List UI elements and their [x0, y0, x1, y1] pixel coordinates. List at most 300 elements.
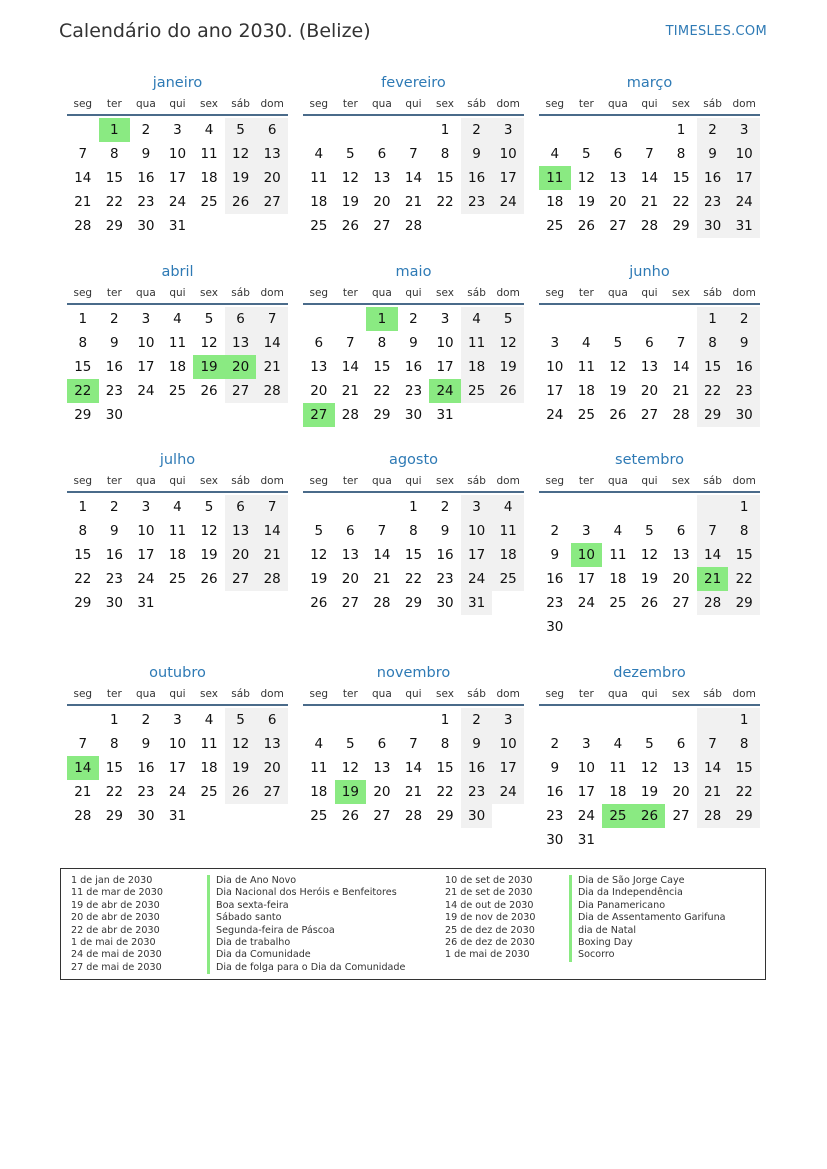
weekday-label: qua — [136, 98, 156, 110]
weekday-label: ter — [106, 475, 122, 487]
weekday-label: seg — [73, 287, 93, 299]
day-cell: 8 — [697, 331, 729, 355]
day-cell: 25 — [461, 379, 493, 403]
day-cell: 27 — [225, 567, 257, 591]
day-cell: 18 — [310, 784, 328, 800]
day-cell: 19 — [640, 784, 659, 800]
day-cell: 30 — [436, 595, 454, 611]
day-cell: 15 — [436, 170, 454, 186]
day-cell: 7 — [697, 732, 729, 756]
day-cell: 5 — [225, 118, 257, 142]
day-cell: 25 — [609, 595, 627, 611]
day-cell: 12 — [200, 335, 218, 351]
day-cell: 13 — [256, 142, 288, 166]
day-cell: 11 — [168, 335, 187, 351]
day-cell: 26 — [577, 218, 595, 234]
day-cell: 29 — [672, 218, 690, 234]
day-cell: 9 — [550, 760, 560, 776]
day-cell: 11 — [200, 146, 218, 162]
weekday-label: sáb — [231, 287, 250, 299]
day-cell: 20 — [256, 166, 288, 190]
day-cell: 25 — [492, 567, 524, 591]
day-grid — [539, 708, 760, 852]
weekday-label: qua — [372, 287, 392, 299]
day-cell: 2 — [550, 523, 560, 539]
weekday-label: sáb — [467, 688, 486, 700]
weekday-label: seg — [545, 688, 565, 700]
holiday-date: 14 de out de 2030 — [445, 899, 534, 911]
day-cell: 15 — [672, 170, 690, 186]
day-cell: 24 — [168, 194, 187, 210]
weekday-header — [67, 471, 288, 493]
day-cell: 10 — [137, 523, 155, 539]
weekday-label: seg — [73, 688, 93, 700]
day-cell: 29 — [404, 595, 423, 611]
weekday-label: sáb — [467, 475, 486, 487]
weekday-label: sex — [672, 98, 691, 110]
day-cell: 18 — [492, 543, 524, 567]
holiday-day-cell: 20 — [225, 355, 257, 379]
day-cell: 8 — [440, 146, 450, 162]
weekday-label: sex — [200, 98, 219, 110]
day-cell: 7 — [645, 146, 654, 162]
day-cell: 11 — [310, 760, 328, 776]
day-cell: 12 — [310, 547, 328, 563]
day-cell: 16 — [546, 571, 564, 587]
month-dezembro — [539, 662, 760, 852]
brand-logo[interactable]: TIMESLES.COM — [665, 24, 767, 39]
day-cell: 8 — [728, 732, 760, 756]
day-cell: 3 — [492, 118, 524, 142]
holiday-name: Dia da Comunidade — [207, 949, 405, 961]
weekday-label: qui — [641, 287, 658, 299]
empty-cell — [335, 708, 367, 732]
day-cell: 28 — [74, 808, 92, 824]
day-cell: 6 — [377, 146, 387, 162]
day-cell: 25 — [168, 383, 187, 399]
day-cell: 24 — [492, 190, 524, 214]
empty-cell — [366, 118, 398, 142]
weekday-label: seg — [545, 475, 565, 487]
weekday-label: dom — [496, 287, 520, 299]
day-cell: 26 — [609, 407, 627, 423]
day-cell: 14 — [373, 547, 391, 563]
day-grid — [539, 118, 760, 238]
weekday-label: dom — [260, 287, 284, 299]
empty-cell — [539, 118, 571, 142]
day-cell: 2 — [110, 311, 119, 327]
weekday-label: dom — [260, 688, 284, 700]
day-cell: 2 — [409, 311, 418, 327]
weekday-label: seg — [73, 475, 93, 487]
empty-cell — [571, 708, 603, 732]
day-cell: 24 — [577, 595, 595, 611]
weekday-label: dom — [496, 98, 520, 110]
day-cell: 13 — [640, 359, 659, 375]
day-cell: 7 — [256, 307, 288, 331]
weekday-label: qui — [641, 688, 658, 700]
month-name: abril — [161, 264, 194, 280]
empty-cell — [697, 708, 729, 732]
day-cell: 1 — [440, 122, 450, 138]
holiday-day-cell: 1 — [99, 118, 131, 142]
day-cell: 8 — [440, 736, 450, 752]
month-junho — [539, 261, 760, 427]
day-cell: 20 — [609, 194, 627, 210]
weekday-label: dom — [496, 475, 520, 487]
day-cell: 12 — [341, 170, 359, 186]
empty-cell — [665, 495, 697, 519]
day-cell: 13 — [225, 331, 257, 355]
empty-cell — [602, 495, 634, 519]
day-cell: 13 — [672, 760, 690, 776]
day-cell: 7 — [676, 335, 686, 351]
empty-cell — [67, 708, 99, 732]
day-cell: 11 — [609, 547, 627, 563]
day-cell: 6 — [225, 307, 257, 331]
day-cell: 21 — [404, 194, 423, 210]
holiday-day-cell: 11 — [539, 166, 571, 190]
day-cell: 2 — [141, 122, 151, 138]
day-cell: 30 — [546, 619, 564, 635]
day-cell: 19 — [341, 194, 359, 210]
weekday-label: sáb — [703, 287, 722, 299]
empty-cell — [602, 708, 634, 732]
day-cell: 15 — [697, 355, 729, 379]
day-cell: 23 — [546, 595, 564, 611]
day-cell: 17 — [168, 760, 187, 776]
day-cell: 17 — [728, 166, 760, 190]
weekday-label: sáb — [703, 475, 722, 487]
day-grid — [67, 307, 288, 427]
empty-cell — [634, 495, 666, 519]
day-cell: 11 — [310, 170, 328, 186]
day-cell: 8 — [78, 523, 88, 539]
weekday-label: qui — [169, 287, 186, 299]
holiday-date: 19 de nov de 2030 — [445, 912, 536, 924]
month-fevereiro — [303, 72, 524, 238]
day-cell: 9 — [461, 732, 493, 756]
day-cell: 4 — [314, 146, 324, 162]
day-cell: 14 — [697, 543, 729, 567]
day-cell: 9 — [461, 142, 493, 166]
day-cell: 23 — [105, 571, 123, 587]
day-cell: 22 — [672, 194, 690, 210]
day-cell: 24 — [728, 190, 760, 214]
day-cell: 18 — [168, 359, 187, 375]
weekday-label: qua — [372, 475, 392, 487]
holiday-name: Boa sexta-feira — [207, 900, 405, 912]
weekday-label: sex — [436, 287, 455, 299]
day-cell: 18 — [310, 194, 328, 210]
holiday-name: Sábado santo — [207, 912, 405, 924]
holiday-day-cell: 19 — [335, 780, 367, 804]
weekday-label: ter — [342, 688, 358, 700]
day-cell: 10 — [137, 335, 155, 351]
day-cell: 10 — [492, 142, 524, 166]
holiday-day-cell: 22 — [67, 379, 99, 403]
day-cell: 5 — [346, 736, 355, 752]
day-cell: 6 — [676, 736, 686, 752]
day-cell: 19 — [577, 194, 595, 210]
day-cell: 5 — [645, 736, 654, 752]
day-cell: 8 — [377, 335, 387, 351]
day-cell: 29 — [373, 407, 391, 423]
day-cell: 4 — [461, 307, 493, 331]
day-cell: 30 — [546, 832, 564, 848]
weekday-label: ter — [578, 98, 594, 110]
empty-cell — [665, 307, 697, 331]
day-cell: 12 — [640, 760, 659, 776]
day-cell: 3 — [141, 499, 151, 515]
day-cell: 15 — [728, 756, 760, 780]
day-cell: 12 — [577, 170, 595, 186]
holiday-day-cell: 24 — [429, 379, 461, 403]
day-cell: 20 — [373, 784, 391, 800]
day-cell: 14 — [640, 170, 659, 186]
empty-cell — [398, 118, 430, 142]
day-cell: 3 — [492, 708, 524, 732]
day-cell: 12 — [341, 760, 359, 776]
month-maio — [303, 261, 524, 427]
day-cell: 26 — [200, 383, 218, 399]
day-cell: 13 — [256, 732, 288, 756]
month-name: junho — [629, 264, 670, 280]
day-cell: 9 — [141, 146, 151, 162]
day-cell: 26 — [200, 571, 218, 587]
day-cell: 16 — [404, 359, 423, 375]
empty-cell — [539, 708, 571, 732]
day-cell: 28 — [640, 218, 659, 234]
day-cell: 5 — [613, 335, 623, 351]
day-cell: 31 — [577, 832, 595, 848]
holiday-name: Dia Nacional dos Heróis e Benfeitores — [207, 887, 405, 899]
day-cell: 30 — [404, 407, 423, 423]
holiday-date: 1 de mai de 2030 — [445, 949, 530, 961]
month-name: dezembro — [613, 665, 686, 681]
holiday-name: Boxing Day — [569, 937, 726, 949]
day-cell: 25 — [310, 808, 328, 824]
day-cell: 2 — [728, 307, 760, 331]
day-cell: 23 — [404, 383, 423, 399]
day-cell: 30 — [137, 808, 155, 824]
day-cell: 29 — [105, 218, 123, 234]
day-cell: 22 — [728, 567, 760, 591]
day-cell: 12 — [225, 142, 257, 166]
day-cell: 12 — [640, 547, 659, 563]
weekday-label: qui — [641, 475, 658, 487]
day-cell: 16 — [461, 166, 493, 190]
day-cell: 27 — [609, 218, 627, 234]
day-cell: 21 — [697, 780, 729, 804]
day-cell: 31 — [461, 591, 493, 615]
day-cell: 4 — [582, 335, 591, 351]
day-cell: 30 — [697, 214, 729, 238]
day-cell: 7 — [78, 736, 88, 752]
day-cell: 1 — [409, 499, 418, 515]
day-cell: 9 — [409, 335, 418, 351]
day-cell: 28 — [373, 595, 391, 611]
day-cell: 7 — [409, 736, 418, 752]
month-name: julho — [159, 452, 196, 468]
day-cell: 16 — [697, 166, 729, 190]
day-cell: 8 — [728, 519, 760, 543]
day-cell: 7 — [377, 523, 387, 539]
day-cell: 22 — [404, 571, 423, 587]
day-cell: 26 — [225, 190, 257, 214]
day-cell: 23 — [436, 571, 454, 587]
day-cell: 15 — [436, 760, 454, 776]
day-grid — [303, 307, 524, 427]
weekday-header — [67, 94, 288, 116]
day-cell: 23 — [546, 808, 564, 824]
weekday-label: qua — [608, 688, 628, 700]
day-cell: 25 — [310, 218, 328, 234]
holiday-name: Socorro — [569, 949, 726, 961]
day-cell: 2 — [440, 499, 450, 515]
weekday-label: qui — [405, 287, 422, 299]
day-cell: 20 — [640, 383, 659, 399]
holiday-day-cell: 10 — [571, 543, 603, 567]
holiday-date: 24 de mai de 2030 — [71, 949, 162, 961]
day-cell: 28 — [697, 804, 729, 828]
holiday-date: 1 de mai de 2030 — [71, 936, 156, 948]
day-cell: 10 — [728, 142, 760, 166]
weekday-label: seg — [73, 98, 93, 110]
holiday-date: 20 de abr de 2030 — [71, 912, 160, 924]
holiday-name: Dia Panamericano — [569, 900, 726, 912]
day-cell: 29 — [728, 804, 760, 828]
month-março — [539, 72, 760, 238]
weekday-label: sáb — [703, 98, 722, 110]
day-cell: 3 — [173, 712, 182, 728]
day-cell: 15 — [105, 760, 123, 776]
day-cell: 6 — [314, 335, 324, 351]
day-cell: 26 — [341, 218, 359, 234]
day-cell: 1 — [110, 712, 119, 728]
day-cell: 18 — [200, 170, 218, 186]
weekday-label: sex — [200, 475, 219, 487]
day-cell: 6 — [346, 523, 355, 539]
day-cell: 31 — [137, 595, 155, 611]
day-cell: 30 — [728, 403, 760, 427]
weekday-label: seg — [309, 98, 329, 110]
day-cell: 30 — [105, 595, 123, 611]
day-cell: 16 — [461, 756, 493, 780]
day-grid — [303, 495, 524, 615]
holiday-day-cell: 27 — [303, 403, 335, 427]
day-cell: 4 — [173, 311, 182, 327]
day-cell: 29 — [74, 595, 92, 611]
day-cell: 18 — [461, 355, 493, 379]
day-cell: 22 — [105, 194, 123, 210]
day-cell: 27 — [672, 595, 690, 611]
day-cell: 28 — [256, 379, 288, 403]
day-cell: 13 — [672, 547, 690, 563]
day-cell: 29 — [105, 808, 123, 824]
day-cell: 27 — [341, 595, 359, 611]
holiday-date: 1 de jan de 2030 — [71, 875, 153, 886]
month-julho — [67, 449, 288, 615]
day-cell: 4 — [204, 122, 214, 138]
day-cell: 17 — [577, 784, 595, 800]
empty-cell — [697, 495, 729, 519]
holiday-date: 21 de set de 2030 — [445, 887, 533, 899]
weekday-label: qua — [372, 98, 392, 110]
empty-cell — [571, 307, 603, 331]
day-cell: 19 — [640, 571, 659, 587]
day-cell: 1 — [676, 122, 686, 138]
day-cell: 18 — [546, 194, 564, 210]
day-cell: 7 — [346, 335, 355, 351]
day-cell: 16 — [105, 359, 123, 375]
day-cell: 31 — [168, 808, 187, 824]
day-cell: 23 — [461, 190, 493, 214]
day-cell: 1 — [440, 712, 450, 728]
weekday-label: ter — [342, 475, 358, 487]
empty-cell — [366, 708, 398, 732]
day-cell: 8 — [676, 146, 686, 162]
day-cell: 10 — [461, 519, 493, 543]
empty-cell — [303, 307, 335, 331]
day-cell: 1 — [78, 499, 88, 515]
weekday-label: qua — [136, 475, 156, 487]
day-cell: 10 — [546, 359, 564, 375]
day-cell: 17 — [577, 571, 595, 587]
day-cell: 10 — [168, 736, 187, 752]
day-cell: 27 — [672, 808, 690, 824]
month-outubro — [67, 662, 288, 828]
empty-cell — [571, 495, 603, 519]
day-cell: 2 — [550, 736, 560, 752]
day-cell: 13 — [373, 170, 391, 186]
day-cell: 14 — [256, 519, 288, 543]
weekday-header — [303, 283, 524, 305]
day-cell: 7 — [256, 495, 288, 519]
weekday-label: seg — [309, 688, 329, 700]
day-cell: 3 — [173, 122, 182, 138]
empty-cell — [67, 118, 99, 142]
day-cell: 9 — [110, 335, 119, 351]
day-cell: 30 — [461, 804, 493, 828]
day-cell: 2 — [461, 708, 493, 732]
day-cell: 6 — [613, 146, 623, 162]
day-cell: 27 — [373, 808, 391, 824]
day-cell: 17 — [168, 170, 187, 186]
weekday-label: sex — [200, 287, 219, 299]
weekday-label: sáb — [467, 98, 486, 110]
day-grid — [303, 708, 524, 828]
holiday-date: 19 de abr de 2030 — [71, 899, 160, 911]
day-cell: 9 — [550, 547, 560, 563]
empty-cell — [602, 307, 634, 331]
day-cell: 25 — [168, 571, 187, 587]
day-cell: 30 — [137, 218, 155, 234]
day-cell: 28 — [404, 808, 423, 824]
day-cell: 3 — [728, 118, 760, 142]
day-cell: 21 — [256, 543, 288, 567]
weekday-label: qui — [169, 688, 186, 700]
holiday-date: 26 de dez de 2030 — [445, 936, 535, 948]
day-cell: 21 — [373, 571, 391, 587]
day-cell: 31 — [436, 407, 454, 423]
day-cell: 26 — [640, 595, 659, 611]
day-cell: 7 — [409, 146, 418, 162]
day-cell: 19 — [492, 355, 524, 379]
day-cell: 17 — [546, 383, 564, 399]
weekday-label: sáb — [467, 287, 486, 299]
day-cell: 26 — [492, 379, 524, 403]
